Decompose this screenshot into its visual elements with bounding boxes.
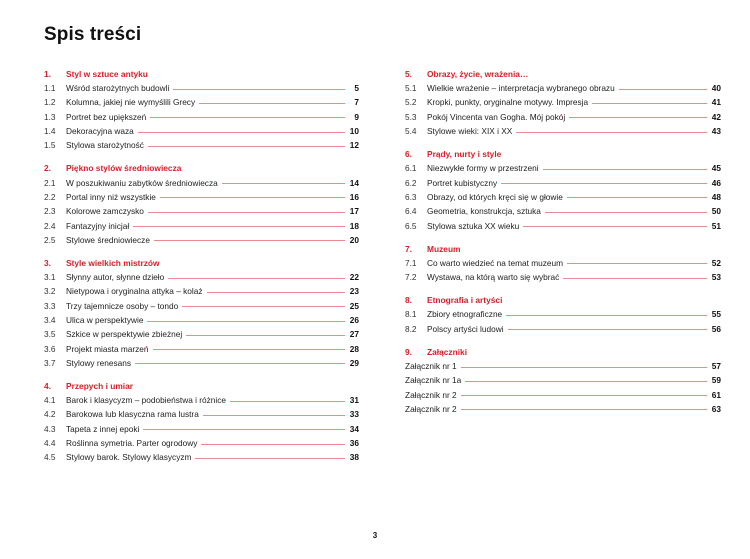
- entry-title: Trzy tajemnicze osoby – tondo: [66, 300, 179, 311]
- leader-line: [516, 132, 707, 133]
- leader-line: [160, 197, 345, 198]
- page-title: Spis treści: [44, 24, 142, 45]
- section-heading[interactable]: [405, 147, 721, 161]
- leader-line: [207, 292, 345, 293]
- entry-number: 4.3: [44, 423, 56, 434]
- entry-page-number: 14: [349, 177, 359, 188]
- entry-title: Stylowa starożytność: [66, 140, 144, 151]
- entry-number: 6.2: [405, 177, 417, 188]
- toc-section: [44, 161, 359, 246]
- leader-line: [461, 367, 707, 368]
- toc-right-column: [405, 67, 721, 416]
- entry-page-number: 40: [711, 83, 721, 94]
- entry-page-number: 29: [349, 357, 359, 368]
- section-title: Styl w sztuce antyku: [66, 69, 148, 79]
- entry-number: 7.2: [405, 272, 417, 283]
- entry-title: Dekoracyjna waza: [66, 126, 134, 137]
- entry-title: Wystawa, na którą warto się wybrać: [427, 272, 560, 283]
- toc-entry[interactable]: [44, 313, 359, 327]
- toc-entry[interactable]: [405, 256, 721, 270]
- entry-title: Obrazy, od których kręci się w głowie: [427, 191, 563, 202]
- entry-page-number: 43: [711, 126, 721, 137]
- entry-number: 3.5: [44, 329, 56, 340]
- entry-number: 6.5: [405, 220, 417, 231]
- section-title: Przepych i umiar: [66, 381, 134, 392]
- entry-page-number: 20: [349, 234, 359, 245]
- entry-number: 3.3: [44, 300, 56, 311]
- toc-entry[interactable]: [44, 450, 359, 464]
- toc-entry[interactable]: [405, 270, 721, 284]
- entry-number: 4.4: [44, 438, 56, 449]
- toc-entry[interactable]: [405, 322, 721, 336]
- entry-title: Załącznik nr 1: [405, 361, 457, 371]
- entry-number: 2.4: [44, 220, 56, 231]
- toc-entry[interactable]: [405, 124, 721, 138]
- page-number: 3: [372, 531, 378, 540]
- toc-entry[interactable]: [405, 307, 721, 321]
- entry-page-number: 28: [349, 343, 359, 354]
- toc-entry[interactable]: [405, 161, 721, 175]
- entry-title: Słynny autor, słynne dzieło: [66, 272, 165, 283]
- entry-title: Szkice w perspektywie zbieżnej: [66, 329, 183, 340]
- section-title: Prądy, nurty i style: [427, 149, 502, 160]
- toc-entry[interactable]: [44, 124, 359, 138]
- entry-number: 1.3: [44, 111, 56, 122]
- toc-section: [44, 256, 359, 370]
- toc-section: [44, 379, 359, 464]
- entry-number: 6.3: [405, 191, 417, 202]
- toc-entry[interactable]: [44, 393, 359, 407]
- entry-page-number: 53: [711, 272, 721, 283]
- section-number: 3.: [44, 257, 51, 268]
- section-heading[interactable]: [44, 256, 359, 270]
- leader-line: [563, 278, 707, 279]
- entry-page-number: 55: [711, 309, 721, 320]
- toc-section: [405, 147, 721, 232]
- leader-line: [133, 226, 345, 227]
- toc-entry[interactable]: [405, 110, 721, 124]
- toc-section: [44, 67, 359, 152]
- section-number: 9.: [405, 346, 412, 357]
- entry-title: Zbiory etnograficzne: [427, 309, 503, 320]
- leader-line: [186, 335, 345, 336]
- leader-line: [168, 278, 345, 279]
- section-title: Obrazy, życie, wrażenia…: [427, 69, 529, 79]
- toc-entry[interactable]: [44, 436, 359, 450]
- leader-line: [569, 117, 707, 118]
- entry-number: 3.4: [44, 315, 56, 325]
- leader-line: [501, 183, 707, 184]
- entry-title: Wśród starożytnych budowli: [66, 83, 170, 94]
- entry-page-number: 59: [711, 375, 721, 386]
- entry-number: 5.3: [405, 111, 417, 122]
- leader-line: [523, 226, 707, 227]
- toc-section: [405, 345, 721, 416]
- entry-page-number: 56: [711, 323, 721, 334]
- section-heading[interactable]: [405, 345, 721, 359]
- entry-page-number: 50: [711, 206, 721, 217]
- entry-page-number: 18: [349, 220, 359, 231]
- toc-entry[interactable]: [405, 204, 721, 218]
- entry-title: Portret kubistyczny: [427, 177, 498, 188]
- entry-page-number: 33: [349, 409, 359, 420]
- entry-number: 1.1: [44, 83, 56, 94]
- toc-entry[interactable]: [405, 218, 721, 232]
- toc-entry[interactable]: [405, 373, 721, 387]
- entry-title: Kolorowe zamczysko: [66, 206, 144, 217]
- entry-page-number: 7: [354, 97, 359, 108]
- leader-line: [148, 146, 345, 147]
- entry-number: 5.1: [405, 83, 417, 94]
- entry-number: 7.1: [405, 257, 417, 268]
- toc-entry[interactable]: [44, 299, 359, 313]
- entry-page-number: 5: [354, 83, 359, 94]
- leader-line: [150, 117, 345, 118]
- entry-title: Barok i klasycyzm – podobieństwa i różnice: [66, 395, 227, 406]
- entry-page-number: 42: [711, 111, 721, 122]
- leader-line: [592, 103, 707, 104]
- entry-page-number: 16: [349, 191, 359, 202]
- leader-line: [567, 197, 707, 198]
- leader-line: [461, 395, 707, 396]
- entry-page-number: 51: [711, 220, 721, 231]
- section-heading[interactable]: [405, 293, 721, 307]
- toc-entry[interactable]: [405, 95, 721, 109]
- toc-section: [405, 293, 721, 336]
- leader-line: [143, 429, 345, 430]
- entry-number: 5.4: [405, 126, 417, 137]
- section-number: 8.: [405, 295, 412, 306]
- toc-entry[interactable]: [44, 190, 359, 204]
- leader-line: [506, 315, 707, 316]
- entry-title: Geometria, konstrukcja, sztuka: [427, 206, 541, 217]
- section-title: Piękno stylów średniowiecza: [66, 163, 182, 174]
- toc-entry[interactable]: [44, 81, 359, 95]
- entry-page-number: 45: [711, 163, 721, 174]
- leader-line: [222, 183, 345, 184]
- entry-title: Nietypowa i oryginalna attyka – kolaż: [66, 286, 203, 297]
- entry-page-number: 26: [349, 315, 359, 325]
- entry-number: 3.6: [44, 343, 56, 354]
- entry-title: Portret bez upiększeń: [66, 111, 147, 122]
- section-heading[interactable]: [44, 161, 359, 175]
- entry-title: Co warto wiedzieć na temat muzeum: [427, 257, 564, 268]
- section-title: Muzeum: [427, 243, 461, 254]
- entry-number: 3.1: [44, 272, 56, 283]
- entry-number: 4.2: [44, 409, 56, 420]
- entry-title: Stylowe średniowiecze: [66, 234, 150, 245]
- entry-title: Stylowa sztuka XX wieku: [427, 220, 520, 231]
- entry-page-number: 23: [349, 286, 359, 297]
- entry-title: Fantazyjny inicjał: [66, 220, 130, 231]
- toc-entry[interactable]: [44, 284, 359, 298]
- toc-entry[interactable]: [44, 218, 359, 232]
- leader-line: [154, 240, 345, 241]
- entry-number: 5.2: [405, 97, 417, 108]
- toc-entry[interactable]: [405, 387, 721, 401]
- entry-title: Tapeta z innej epoki: [66, 423, 140, 434]
- entry-title: Barokowa lub klasyczna rama lustra: [66, 409, 199, 420]
- section-number: 4.: [44, 381, 51, 392]
- entry-page-number: 10: [349, 126, 359, 137]
- entry-page-number: 63: [711, 403, 721, 414]
- entry-page-number: 52: [711, 257, 721, 268]
- entry-number: 2.1: [44, 177, 56, 188]
- leader-line: [201, 444, 345, 445]
- leader-line: [173, 89, 345, 90]
- leader-line: [147, 321, 345, 322]
- entry-number: 8.1: [405, 309, 417, 320]
- entry-page-number: 9: [354, 111, 359, 122]
- entry-number: 2.5: [44, 234, 56, 245]
- entry-title: Niezwykłe formy w przestrzeni: [427, 163, 539, 174]
- entry-number: 1.2: [44, 97, 56, 108]
- section-title: Załączniki: [427, 346, 468, 357]
- entry-number: 3.7: [44, 357, 56, 368]
- entry-title: Portal inny niż wszystkie: [66, 191, 156, 202]
- toc-section: [405, 67, 721, 138]
- section-number: 1.: [44, 69, 51, 79]
- entry-title: Kolumna, jakiej nie wymyślili Grecy: [66, 97, 196, 108]
- entry-page-number: 34: [349, 423, 359, 434]
- leader-line: [567, 263, 707, 264]
- entry-title: Załącznik nr 2: [405, 389, 457, 400]
- entry-number: 6.4: [405, 206, 417, 217]
- entry-number: 4.1: [44, 395, 56, 406]
- entry-title: Stylowy renesans: [66, 357, 132, 368]
- entry-page-number: 12: [349, 140, 359, 151]
- toc-entry[interactable]: [44, 95, 359, 109]
- toc-entry[interactable]: [44, 422, 359, 436]
- section-heading[interactable]: [405, 67, 721, 81]
- entry-number: 3.2: [44, 286, 56, 297]
- section-heading[interactable]: [44, 379, 359, 393]
- entry-page-number: 57: [711, 361, 721, 371]
- entry-page-number: 41: [711, 97, 721, 108]
- toc-entry[interactable]: [405, 359, 721, 373]
- leader-line: [619, 89, 707, 90]
- section-number: 2.: [44, 163, 51, 174]
- entry-number: 1.4: [44, 126, 56, 137]
- entry-page-number: 38: [349, 452, 359, 463]
- entry-title: Ulica w perspektywie: [66, 315, 144, 325]
- toc-entry[interactable]: [44, 356, 359, 370]
- entry-title: Roślinna symetria. Parter ogrodowy: [66, 438, 198, 449]
- entry-title: Stylowy barok. Stylowy klasycyzm: [66, 452, 192, 463]
- section-title: Style wielkich mistrzów: [66, 257, 160, 268]
- entry-title: Wielkie wrażenie – interpretacja wybranego obrazu: [427, 83, 615, 94]
- entry-page-number: 31: [349, 395, 359, 406]
- leader-line: [543, 169, 707, 170]
- toc-left-column: [44, 67, 359, 465]
- entry-title: Pokój Vincenta van Gogha. Mój pokój: [427, 111, 566, 122]
- entry-page-number: 48: [711, 191, 721, 202]
- toc-entry[interactable]: [44, 270, 359, 284]
- entry-page-number: 25: [349, 300, 359, 311]
- toc-entry[interactable]: [44, 175, 359, 189]
- entry-number: 2.3: [44, 206, 56, 217]
- toc-entry[interactable]: [405, 175, 721, 189]
- toc-entry[interactable]: [44, 204, 359, 218]
- section-title: Etnografia i artyści: [427, 295, 503, 306]
- toc-entry[interactable]: [44, 110, 359, 124]
- toc-entry[interactable]: [405, 81, 721, 95]
- leader-line: [230, 401, 345, 402]
- entry-page-number: 22: [349, 272, 359, 283]
- entry-number: 6.1: [405, 163, 417, 174]
- entry-number: 8.2: [405, 323, 417, 334]
- leader-line: [545, 212, 707, 213]
- section-number: 5.: [405, 69, 412, 79]
- section-heading[interactable]: [44, 67, 359, 81]
- entry-title: Kropki, punkty, oryginalne motywy. Impresja: [427, 97, 589, 108]
- leader-line: [203, 415, 345, 416]
- toc-entry[interactable]: [44, 138, 359, 152]
- entry-page-number: 61: [711, 389, 721, 400]
- entry-page-number: 36: [349, 438, 359, 449]
- entry-page-number: 27: [349, 329, 359, 340]
- toc-entry[interactable]: [44, 233, 359, 247]
- toc-entry[interactable]: [44, 327, 359, 341]
- entry-title: Załącznik nr 2: [405, 403, 457, 414]
- leader-line: [153, 349, 345, 350]
- toc-section: [405, 242, 721, 285]
- leader-line: [465, 381, 707, 382]
- toc-entry[interactable]: [405, 402, 721, 416]
- toc-entry[interactable]: [44, 407, 359, 421]
- section-heading[interactable]: [405, 242, 721, 256]
- leader-line: [508, 329, 707, 330]
- section-number: 6.: [405, 149, 412, 160]
- entry-page-number: 46: [711, 177, 721, 188]
- leader-line: [199, 103, 345, 104]
- leader-line: [138, 132, 345, 133]
- leader-line: [195, 458, 345, 459]
- entry-number: 1.5: [44, 140, 56, 151]
- entry-title: Załącznik nr 1a: [405, 375, 462, 386]
- leader-line: [182, 306, 345, 307]
- entry-title: Polscy artyści ludowi: [427, 323, 504, 334]
- entry-title: Stylowe wieki: XIX i XX: [427, 126, 513, 137]
- section-number: 7.: [405, 243, 412, 254]
- entry-title: Projekt miasta marzeń: [66, 343, 149, 354]
- leader-line: [461, 409, 707, 410]
- entry-number: 4.5: [44, 452, 56, 463]
- entry-title: W poszukiwaniu zabytków średniowiecza: [66, 177, 218, 188]
- leader-line: [148, 212, 345, 213]
- entry-number: 2.2: [44, 191, 56, 202]
- leader-line: [135, 363, 345, 364]
- entry-page-number: 17: [349, 206, 359, 217]
- toc-entry[interactable]: [44, 341, 359, 355]
- toc-entry[interactable]: [405, 190, 721, 204]
